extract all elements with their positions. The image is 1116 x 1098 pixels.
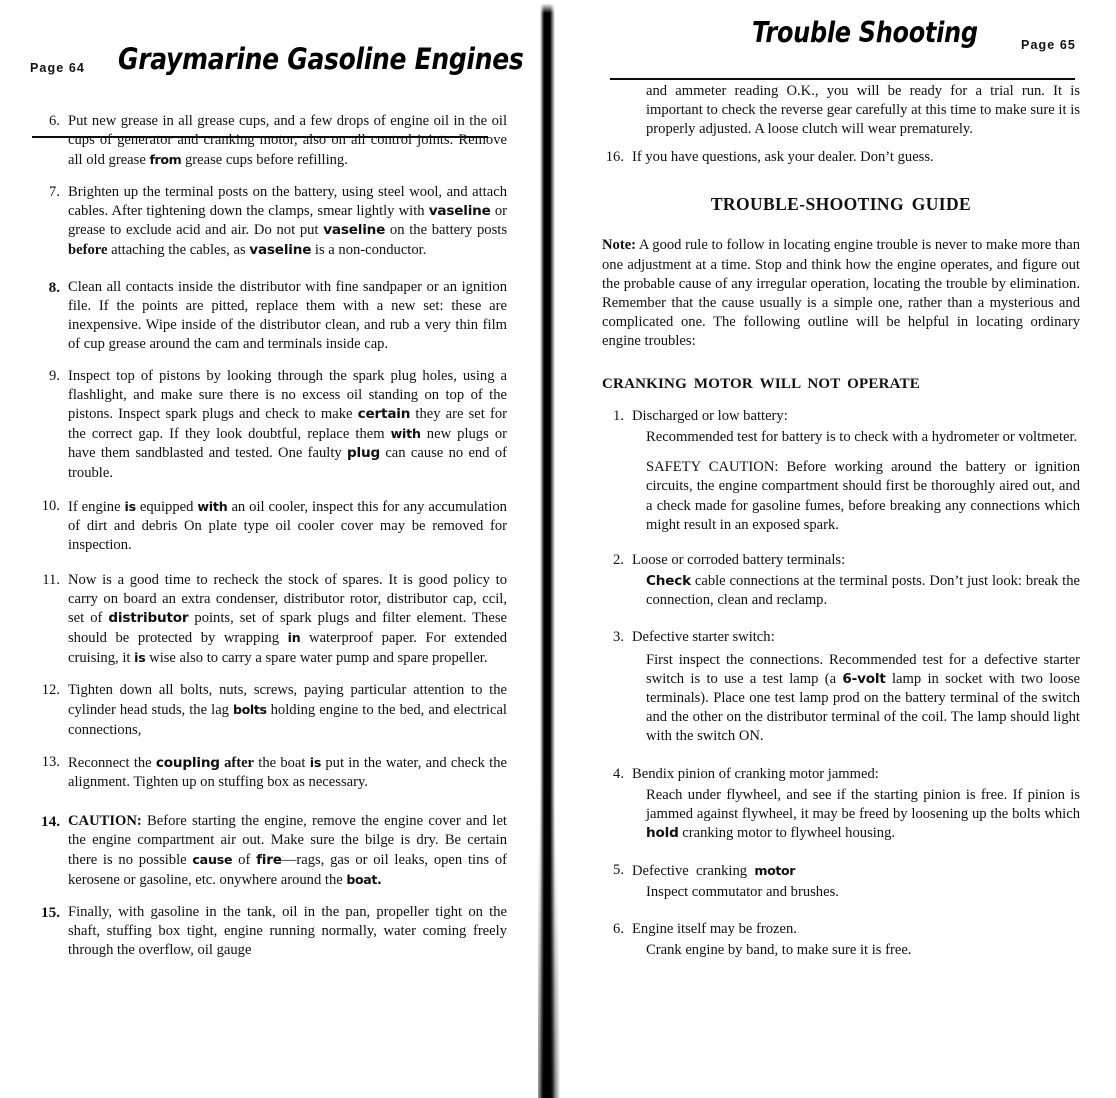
item-number: 5. — [613, 861, 624, 878]
right-running-title: Trouble Shooting — [752, 15, 978, 49]
list-item — [22, 681, 507, 739]
item-number: 4. — [613, 765, 624, 782]
right-header-rule — [610, 78, 1075, 80]
cause-detail: Recommended test for battery is to check with a hydrometer or voltmeter. — [646, 429, 1078, 446]
item-number: 16. — [605, 149, 624, 166]
item-text — [632, 861, 1080, 902]
item-number: 14. — [41, 812, 60, 830]
cause-lead: Defective starter switch: — [632, 628, 775, 645]
left-column-body — [22, 112, 507, 973]
cause-detail: Reach under flywheel, and see if the starting pinion is free. If pinion is jammed against flywheel, it may be freed by loosening up the bolts which hold cranking motor to flywheel housing. — [646, 786, 1080, 841]
cause-detail: Inspect commutator and brushes. — [646, 884, 839, 900]
continued-paragraph: and ammeter reading O.K., you will be ready for a trial run. It is important to check the reverse gear carefully at this time to make sure it is properly adjusted. A loose clutch will wear prematurely. — [646, 83, 1080, 138]
note-text: A good rule to follow in locating engine trouble is never to make more than one adjustment at a time. Stop and think how the engine operates, and figure out the probable cause of any irregular operation, locating the trouble by elimination. Remember that the cause usually is a simple one, rather than a mysterious and complicated one. The following outline will be helpful in locating ordinary engine troubles: — [602, 237, 1080, 349]
item-text: If you have questions, ask your dealer. Don’t guess. — [632, 149, 934, 166]
list-item — [602, 551, 1080, 610]
item-text: If engine is equipped with an oil cooler, inspect this for any accumulation of dirt and debris On plate type oil cooler cover may be removed for inspection. — [68, 498, 507, 553]
list-item — [602, 148, 1080, 167]
item-text: Now is a good time to recheck the stock of spares. It is good policy to carry on board an extra condenser, distributor rotor, distributor cap, ccil, set of distributor points, set of spark plugs and filter element. These should be protected by wrapping in waterproof paper. For extended cruising, it is wise also to carry a spare water pump and spare propeller. — [68, 571, 507, 667]
item-number: 15. — [41, 904, 60, 922]
list-item — [22, 497, 507, 555]
item-number: 10. — [41, 497, 60, 514]
list-item — [602, 407, 1080, 535]
item-text — [632, 551, 1080, 610]
list-item — [22, 812, 507, 890]
item-text: Tighten down all bolts, nuts, screws, paying particular attention to the cylinder head studs, the lag bolts holding engine to the bed, and electrical connections, — [68, 682, 507, 738]
item-number: 2. — [613, 551, 624, 568]
item-text: Inspect top of pistons by looking through the spark plug holes, using a flashlight, and make sure there is no excess oil standing on top of the pistons. Inspect spark plugs and check to make certain they are set for the correct gap. If they look doubtful, replace them with new plugs or have them sandblasted and tested. One faulty plug can cause no end of trouble. — [68, 368, 508, 481]
list-item — [22, 278, 507, 354]
item-number: 3. — [613, 628, 624, 645]
cause-detail: Crank engine by band, to make sure it is free. — [646, 942, 912, 959]
item-text: Reconnect the coupling after the boat is put in the water, and check the alignment. Tighten up on stuffing box as necessary. — [68, 754, 507, 790]
left-page-folio: Page 64 — [30, 61, 85, 75]
list-item — [602, 861, 1080, 902]
list-item — [22, 571, 507, 668]
cause-lead: Engine itself may be frozen. — [632, 921, 797, 938]
list-item — [602, 628, 1080, 747]
item-number: 6. — [49, 113, 60, 129]
note-paragraph — [602, 236, 1080, 351]
item-number: 12. — [41, 682, 60, 699]
subsection-heading: CRANKING MOTOR WILL NOT OPERATE — [602, 376, 920, 393]
item-text — [632, 628, 1080, 747]
right-column-body — [602, 82, 1080, 960]
list-item — [22, 903, 507, 960]
item-text: Finally, with gasoline in the tank, oil in the pan, propeller tight on the shaft, stuffing box tight, engine running normally, water coming freely through the overflow, oil gauge — [68, 904, 507, 959]
book-gutter-shadow — [536, 0, 562, 1098]
list-item — [602, 920, 1080, 960]
item-text: CAUTION: Before starting the engine, remove the engine cover and let the engine compartment air out. Make sure the bilge is dry. Be certain there is no possible cause of fire—rags, gas or oil leaks, open tins of kerosene or gasoline, etc. onywhere around the boat. — [68, 812, 507, 889]
cause-detail: First inspect the connections. Recommended test for a defective starter switch is to use a test lamp (a 6-volt lamp in socket with two loose terminals). Place one test lamp prod on the battery terminal of the switch and the other on the distributor terminal of the coil. The lamp should light with the switch ON. — [646, 652, 1080, 745]
item-number: 1. — [613, 408, 624, 425]
right-page — [562, 0, 1116, 1098]
list-item — [22, 753, 507, 792]
right-running-head — [562, 15, 1116, 78]
gutter-shadow-flare — [538, 637, 562, 1098]
item-text — [632, 920, 1080, 960]
cause-detail: SAFETY CAUTION: Before working around the battery or ignition circuits, the engine compartment should first be thoroughly aired out, and a check made for gasoline fumes, before breaking any connections which might result in an exposed spark. — [646, 459, 1080, 533]
left-page — [0, 0, 536, 1098]
note-label: Note: — [602, 237, 637, 254]
cause-detail: Check cable connections at the terminal posts. Don’t just look: break the connection, clean and reclamp. — [646, 572, 1080, 608]
right-page-folio: Page 65 — [1021, 38, 1076, 52]
item-number: 8. — [48, 278, 60, 296]
left-running-head — [0, 41, 536, 108]
item-text: Put new grease in all grease cups, and a few drops of engine oil in the oil cups of generator and cranking motor, also on all control joints. Remove all old grease from grease cups before refilling. — [68, 113, 507, 169]
item-text: Brighten up the terminal posts on the battery, using steel wool, and attach cables. After tightening down the clamps, smear lightly with vaseline or grease to exclude acid and air. Do not put vaseline on the battery posts before attaching the cables, as vaseline is a non-conductor. — [68, 184, 508, 258]
list-item — [602, 765, 1080, 843]
item-number: 6. — [613, 921, 624, 938]
item-number: 9. — [49, 368, 60, 385]
cause-lead: Loose or corroded battery terminals: — [632, 551, 846, 568]
item-text — [632, 407, 1080, 535]
cause-lead: Discharged or low battery: — [632, 408, 788, 425]
item-text: Clean all contacts inside the distributor with fine sandpaper or an ignition file. If the points are pitted, replace them with a new set: these are inexpensive. Wipe inside of the distributor clean, and rub a very thin film of cup grease around the cam and terminals inside cap. — [68, 278, 507, 352]
left-running-title: Graymarine Gasoline Engines — [118, 41, 524, 76]
item-text — [632, 765, 1080, 843]
list-item — [22, 367, 507, 483]
list-item — [22, 112, 507, 170]
cause-lead: Defective cranking motor — [632, 862, 796, 879]
gutter-shadow-core — [536, 0, 562, 1098]
cause-lead: Bendix pinion of cranking motor jammed: — [632, 765, 879, 782]
item-number: 11. — [42, 571, 60, 588]
item-number: 7. — [49, 184, 60, 201]
list-item — [22, 183, 507, 259]
item-number: 13. — [41, 753, 60, 770]
section-title: TROUBLE-SHOOTING GUIDE — [710, 194, 972, 215]
